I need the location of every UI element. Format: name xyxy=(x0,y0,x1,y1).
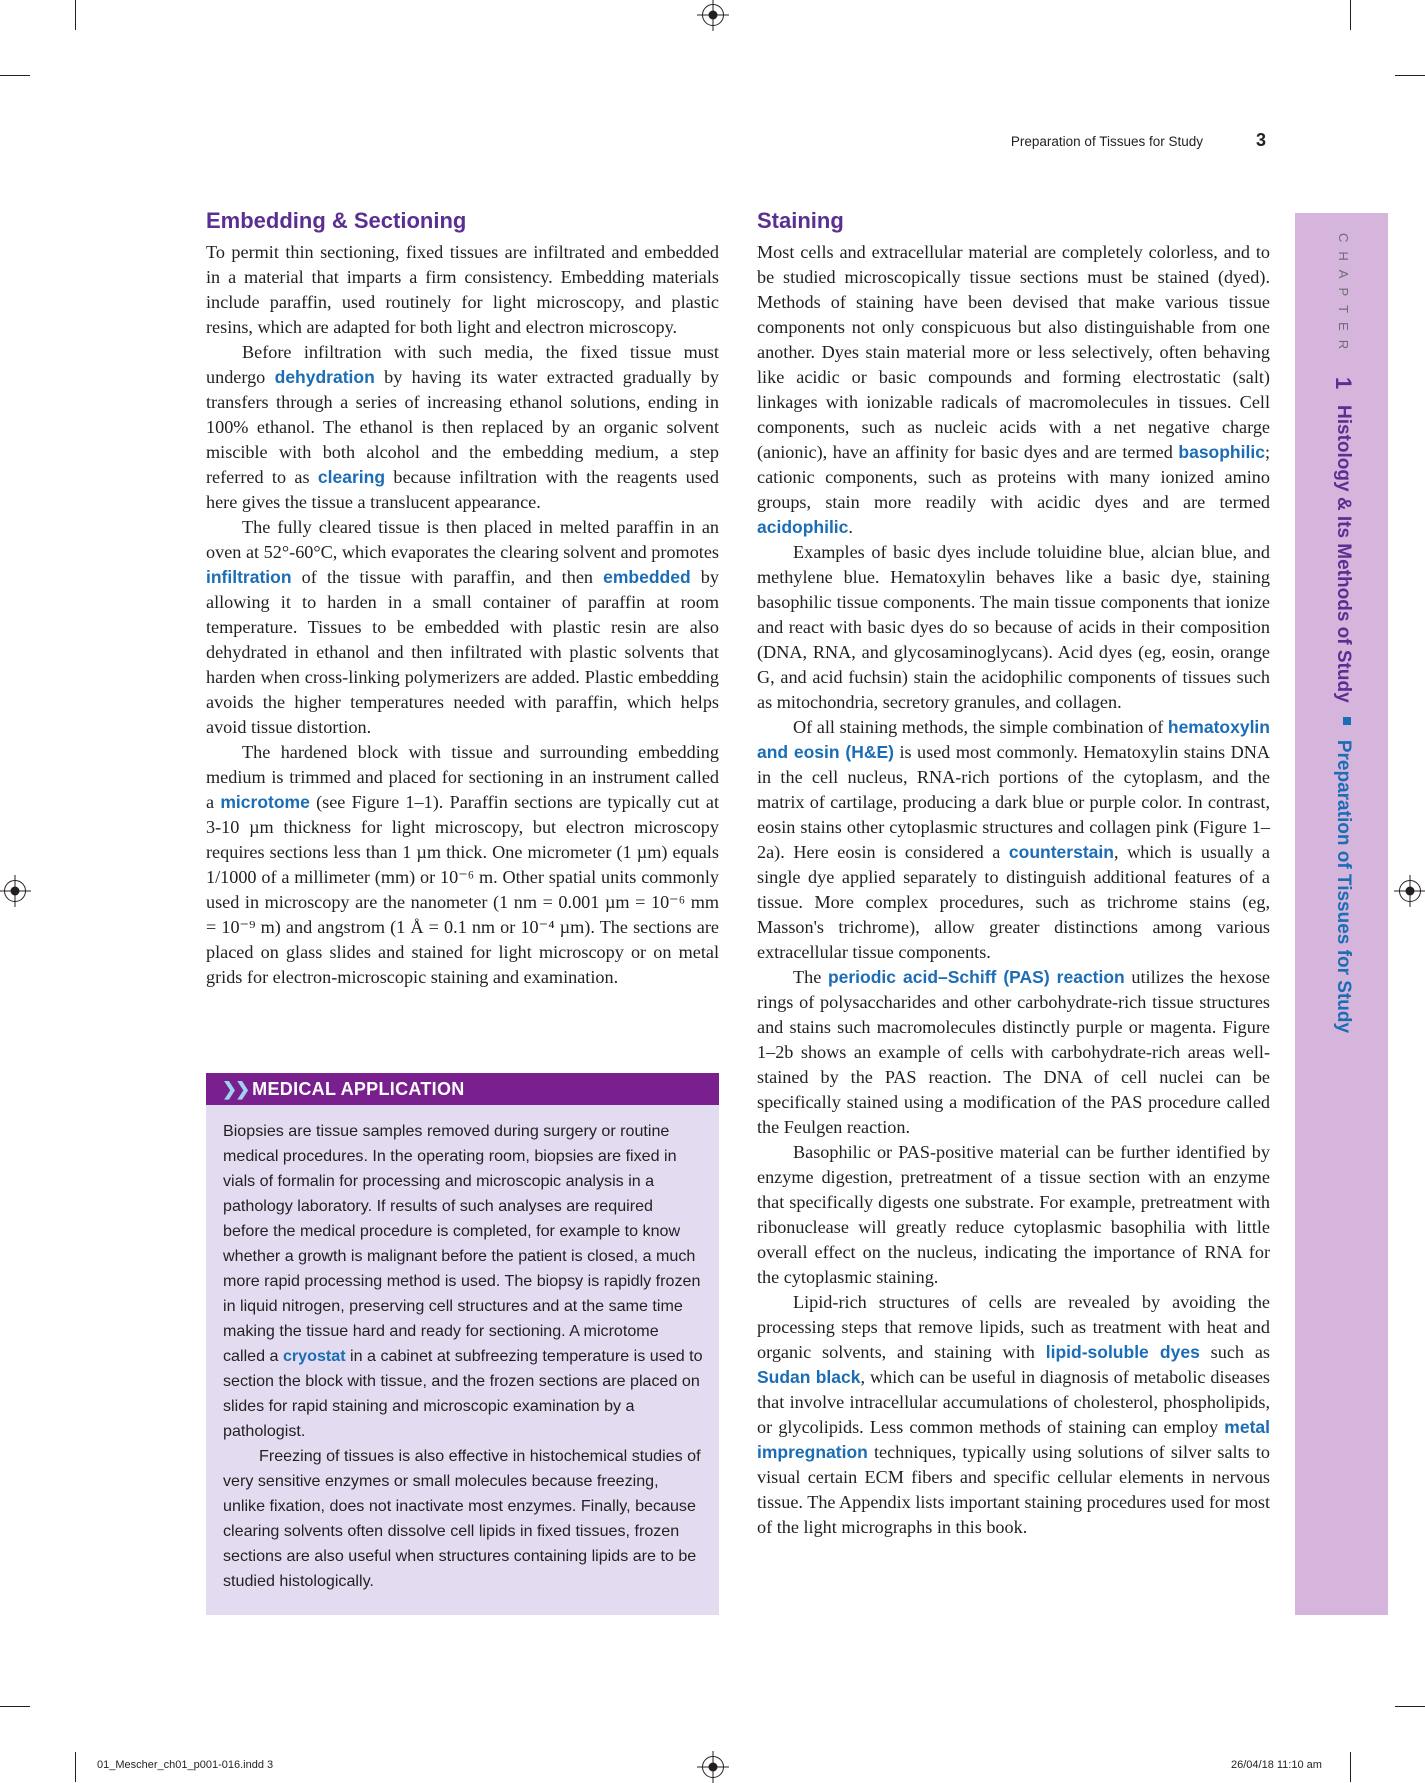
right-column xyxy=(757,206,1270,1540)
medical-application-body xyxy=(206,1105,719,1594)
registration-mark-icon xyxy=(702,4,724,26)
key-term: counterstain xyxy=(1008,842,1114,862)
key-term: infiltration xyxy=(206,567,292,587)
crop-mark xyxy=(1395,75,1425,76)
medical-application-box xyxy=(206,1073,719,1615)
section-heading-staining: Staining xyxy=(757,208,844,233)
key-term: metal impregnation xyxy=(757,1417,1270,1462)
key-term: Sudan black xyxy=(757,1367,861,1387)
paragraph: Basophilic or PAS-positive material can be further identified by enzyme digestion, pretreatment of a tissue section with an enzyme that specifically digests one substrate. For example, pretreatment with ribonuclease will greatly reduce cytoplasmic basophilia with little overall effect on the nucleus, indicating the importance of RNA for the cytoplasmic staining. xyxy=(757,1142,1270,1287)
paragraph: Examples of basic dyes include toluidine blue, alcian blue, and methylene blue. Hematoxylin behaves like a basic dye, staining basophilic tissue components. The main tissue components that ionize and react with basic dyes do so because of acids in their composition (DNA, RNA, and glycosaminoglycans). Acid dyes (eg, eosin, orange G, and acid fuchsin) stain the acidophilic components of tissues such as mitochondria, secretory granules, and collagen. xyxy=(757,542,1270,712)
paragraph: The hardened block with tissue and surrounding embedding medium is trimmed and placed for sectioning in an instrument called a microtome (see Figure 1–1). Paraffin sections are typically cut at 3-10 µm thickness for light microscopy, but electron microscopy requires sections less than 1 µm thick. One micrometer (1 µm) equals 1/1000 of a millimeter (mm) or 10⁻⁶ m. Other spatial units commonly used in microscopy are the nanometer (1 nm = 0.001 µm = 10⁻⁶ mm = 10⁻⁹ m) and angstrom (1 Å = 0.1 nm or 10⁻⁴ µm). The sections are placed on glass slides and stained for light microscopy or on metal grids for electron-microscopic staining and examination. xyxy=(206,742,719,987)
key-term: dehydration xyxy=(274,367,375,387)
medical-application-header xyxy=(206,1073,719,1105)
paragraph: Biopsies are tissue samples removed during surgery or routine medical procedures. In the operating room, biopsies are fixed in vials of formalin for processing and microscopic analysis in a pathology laboratory. If results of such analyses are required before the medical procedure is completed, for example to know whether a growth is malignant before the patient is closed, a much more rapid processing method is used. The biopsy is rapidly frozen in liquid nitrogen, preserving cell structures and at the same time making the tissue hard and ready for sectioning. A microtome called a cryostat in a cabinet at subfreezing temperature is used to section the block with tissue, and the frozen sections are placed on slides for rapid staining and microscopic examination by a pathologist. xyxy=(223,1122,703,1440)
registration-mark-icon xyxy=(702,1756,724,1778)
paragraph: Most cells and extracellular material are completely colorless, and to be studied microscopically tissue sections must be stained (dyed). Methods of staining have been devised that make various tissue components not only conspicuous but also distinguishable from one another. Dyes stain material more or less selectively, often behaving like acidic or basic compounds and forming electrostatic (salt) linkages with ionizable radicals of macromolecules in tissues. Cell components, such as nucleic acids with a net negative charge (anionic), have an affinity for basic dyes and are termed basophilic; cationic components, such as proteins with many ionized amino groups, stain more readily with acidic dyes and are termed acidophilic. xyxy=(757,242,1270,537)
crop-mark xyxy=(0,1706,30,1707)
left-column xyxy=(206,206,719,990)
date-slug: 26/04/18 11:10 am xyxy=(1231,1759,1322,1771)
chevron-right-icon: ❯❯ xyxy=(222,1078,249,1099)
chapter-tab xyxy=(1295,213,1388,1615)
paragraph: The periodic acid–Schiff (PAS) reaction utilizes the hexose rings of polysaccharides and other carbohydrate-rich tissue structures and stains such macromolecules distinctly purple or magenta. Figure 1–2b shows an example of cells with carbohydrate-rich areas well-stained by the PAS reaction. The DNA of cell nuclei can be specifically stained using a modification of the PAS procedure called the Feulgen reaction. xyxy=(757,967,1270,1137)
chapter-number: 1 xyxy=(1331,376,1356,389)
chapter-label: CHAPTER xyxy=(1336,233,1351,359)
key-term: lipid-soluble dyes xyxy=(1045,1342,1200,1362)
chapter-section-title: Preparation of Tissues for Study xyxy=(1333,739,1354,1034)
registration-mark-icon xyxy=(4,880,26,902)
crop-mark xyxy=(1350,1752,1351,1782)
key-term: periodic acid–Schiff (PAS) reaction xyxy=(827,967,1125,987)
chapter-tab-text xyxy=(1330,233,1356,1033)
key-term: basophilic xyxy=(1178,442,1265,462)
paragraph: Before infiltration with such media, the fixed tissue must undergo dehydration by having its water extracted gradually by transfers through a series of increasing ethanol solutions, ending in 100% ethanol. The ethanol is then replaced by an organic solvent miscible with both alcohol and the embedding medium, a step referred to as clearing because infiltration with the reagents used here gives the tissue a translucent appearance. xyxy=(206,342,719,512)
section-heading-embedding: Embedding & Sectioning xyxy=(206,208,467,233)
key-term: clearing xyxy=(317,467,386,487)
paragraph: The fully cleared tissue is then placed in melted paraffin in an oven at 52°-60°C, which evaporates the clearing solvent and promotes infiltration of the tissue with paraffin, and then embedded by allowing it to harden in a small container of paraffin at room temperature. Tissues to be embedded with plastic resin are also dehydrated in ethanol and then infiltrated with plastic solvents that harden when cross-linking polymerizers are added. Plastic embedding avoids the higher temperatures needed with paraffin, which helps avoid tissue distortion. xyxy=(206,517,719,737)
running-head: Preparation of Tissues for Study xyxy=(1010,134,1203,149)
paragraph: Of all staining methods, the simple combination of hematoxylin and eosin (H&E) is used most commonly. Hematoxylin stains DNA in the cell nucleus, RNA-rich portions of the cytoplasm, and the matrix of cartilage, producing a dark blue or purple color. In contrast, eosin stains other cytoplasmic structures and collagen pink (Figure 1–2a). Here eosin is considered a counterstain, which is usually a single dye applied separately to distinguish additional features of a tissue. More complex procedures, such as trichrome stains (eg, Masson's trichrome), allow greater distinctions among various extracellular tissue components. xyxy=(757,717,1270,962)
paragraph: Freezing of tissues is also effective in histochemical studies of very sensitive enzymes or small molecules because freezing, unlike fixation, does not inactivate most enzymes. Finally, because clearing solvents often dissolve cell lipids in fixed tissues, frozen sections are also useful when structures containing lipids are to be studied histologically. xyxy=(223,1447,701,1590)
key-term: embedded xyxy=(603,567,691,587)
key-term: hematoxylin and eosin (H&E) xyxy=(757,717,1270,762)
key-term: acidophilic xyxy=(757,517,849,537)
medical-application-title: MEDICAL APPLICATION xyxy=(252,1078,465,1099)
paragraph: Lipid-rich structures of cells are revealed by avoiding the processing steps that remove lipids, such as treatment with heat and organic solvents, and staining with lipid-soluble dyes such as Sudan black, which can be useful in diagnosis of metabolic diseases that involve intracellular accumulations of cholesterol, phospholipids, or glycolipids. Less common methods of staining can employ metal impregnation techniques, typically using solutions of silver salts to visual certain ECM fibers and specific cellular elements in nervous tissue. The Appendix lists important staining procedures used for most of the light micrographs in this book. xyxy=(757,1292,1270,1537)
crop-mark xyxy=(1395,1706,1425,1707)
square-bullet-icon xyxy=(1343,717,1351,725)
crop-mark xyxy=(75,0,76,30)
file-slug: 01_Mescher_ch01_p001-016.indd 3 xyxy=(97,1759,274,1771)
chapter-title: Histology & Its Methods of Study xyxy=(1333,405,1354,703)
paragraph: To permit thin sectioning, fixed tissues are infiltrated and embedded in a material that imparts a firm consistency. Embedding materials include paraffin, used routinely for light microscopy, and plastic resins, which are adapted for both light and electron microscopy. xyxy=(206,242,719,337)
key-term: microtome xyxy=(220,792,310,812)
crop-mark xyxy=(1350,0,1351,30)
crop-mark xyxy=(75,1752,76,1782)
crop-mark xyxy=(0,75,30,76)
key-term: cryostat xyxy=(282,1347,346,1365)
registration-mark-icon xyxy=(1399,880,1421,902)
page-number: 3 xyxy=(1256,130,1267,150)
